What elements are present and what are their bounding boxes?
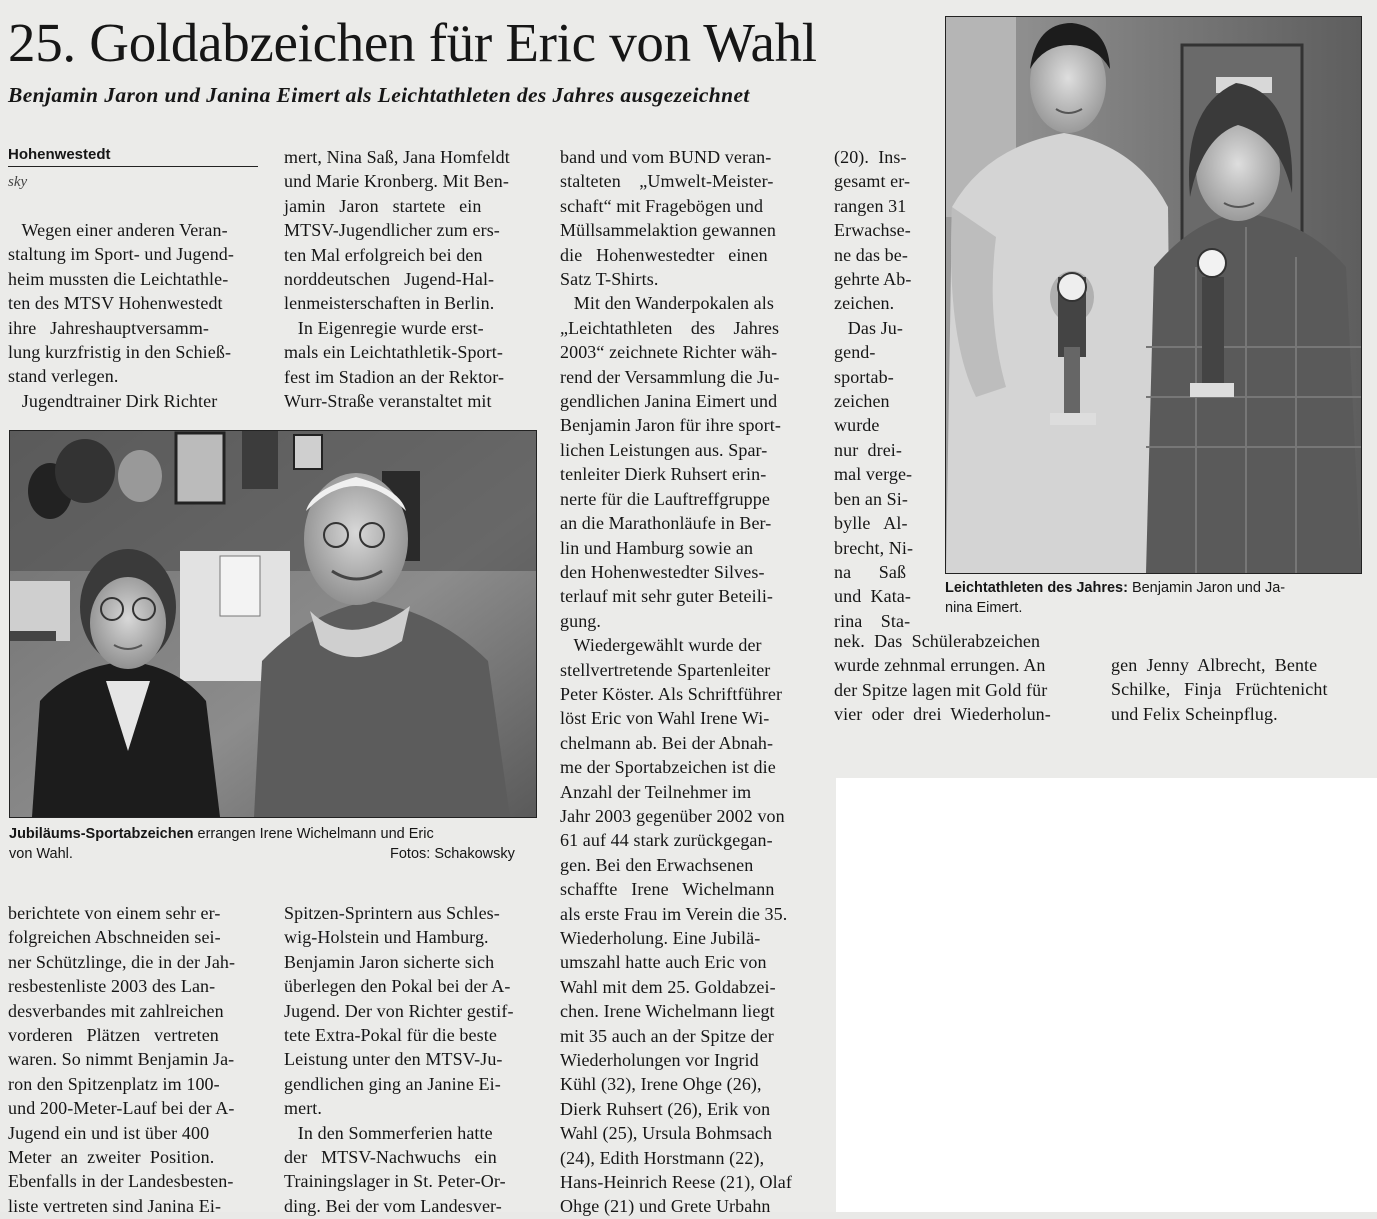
photo-athletes-image <box>946 17 1361 573</box>
column-3: band und vom BUND veran- stalteten „Umwelt-Meister- schaft“ mit Fragebögen und Müllsammelaktion gewannen die Hohenwestedter einen Satz T-Shirts. Mit den Wanderpokalen als „Leichtathleten des Jahres 2003“ zeichnete Richter wäh- rend der Versammlung die Ju- gendlichen Janina Eimert und Benjamin Jaron für ihre sport- lichen Leistungen aus. Spar- tenleiter Dierk Ruhsert erin- nerte für die Lauftreffgruppe an die Marathonläufe in Ber- lin und Hamburg sowie an den Hohenwestedter Silves- terlauf mit sehr guter Beteili- gung. Wiedergewählt wurde der stellvertretende Spartenleiter Peter Köster. Als Schriftführer löst Eric von Wahl Irene Wi- chelmann ab. Bei der Abnah- me der Sportabzeichen ist die Anzahl der Teilnehmer im Jahr 2003 gegenüber 2002 von 61 auf 44 stark zurückgegan- gen. Bei den Erwachsenen schaffte Irene Wichelmann als erste Frau im Verein die 35. Wiederholung. Eine Jubilä- umszahl hatte auch Eric von Wahl mit dem 25. Goldabzei- chen. Irene Wichelmann liegt mit 35 auch an der Spitze der Wiederholungen vor Ingrid Kühl (32), Irene Ohge (26), Dierk Ruhsert (26), Erik von Wahl (25), Ursula Bohmsach (24), Edith Horstmann (22), Hans-Heinrich Reese (21), Olaf Ohge (21) und Grete Urbahn <box>560 147 792 1217</box>
column-5: gen Jenny Albrecht, Bente Schilke, Finja Früchtenicht und Felix Scheinpflug. <box>1111 655 1328 724</box>
column-4-narrow: (20). Ins- gesamt er- rangen 31 Erwachse- ne das be- gehrte Ab- zeichen. Das Ju- gend- sportab- zeichen wurde nur drei- mal verge- ben an Si- bylle Al- brecht, Ni- na Saß und Kata- rina Sta- <box>834 147 914 631</box>
column-2-top: mert, Nina Saß, Jana Homfeldt und Marie Kronberg. Mit Ben- jamin Jaron startete ein MTSV-Jugendlicher zum ers- ten Mal erfolgreich bei den norddeutschen Jugend-Hal- lenmeisterschaften in Berlin. In Eigenregie wurde erst- mals ein Leichtathletik-Sport- fest im Stadion an der Rektor- Wurr-Straße veranstaltet mit <box>284 147 510 412</box>
photo-2-caption <box>945 578 1285 618</box>
column-4-wide: nek. Das Schülerabzeichen wurde zehnmal errungen. An der Spitze lagen mit Gold für vier oder drei Wiederholun- <box>834 631 1051 725</box>
author-initials: sky <box>8 174 28 190</box>
photo-1-caption-bold: Jubiläums-Sportabzeichen <box>9 826 194 842</box>
photo-credit: Fotos: Schakowsky <box>390 846 515 862</box>
photo-wichelmann-von-wahl <box>9 430 537 818</box>
photo-jaron-eimert <box>945 16 1362 574</box>
photo-2-caption-bold: Leichtathleten des Jahres: <box>945 580 1128 596</box>
blank-margin-area <box>836 778 1377 1212</box>
column-1-top: Wegen einer anderen Veran- staltung im Sport- und Jugend- heim mussten die Leichtathle- ten des MTSV Hohenwestedt ihre Jahreshauptversamm- lung kurzfristig in den Schieß- stand verlegen. Jugendtrainer Dirk Richter <box>8 220 234 411</box>
photo-2-caption-text: Benjamin Jaron und Ja- nina Eimert. <box>945 580 1286 616</box>
photo-1-caption-text: errangen Irene Wichelmann und Eric von Wahl. <box>9 826 434 862</box>
column-1-bottom: berichtete von einem sehr er- folgreichen Abschneiden sei- ner Schützlinge, die in der Jah- resbestenliste 2003 des Lan- desverbandes mit zahlreichen vorderen Plätzen vertreten waren. So nimmt Benjamin Ja- ron den Spitzenplatz im 100- und 200-Meter-Lauf bei der A- Jugend ein und ist über 400 Meter an zweiter Position. Ebenfalls in der Landesbesten- liste vertreten sind Janina Ei- <box>8 903 236 1216</box>
column-2-bottom: Spitzen-Sprintern aus Schles- wig-Holstein und Hamburg. Benjamin Jaron sicherte sich überlegen den Pokal bei der A- Jugend. Der von Richter gestif- tete Extra-Pokal für die beste Leistung unter den MTSV-Ju- gendlichen ging an Janine Ei- mert. In den Sommerferien hatte der MTSV-Nachwuchs ein Trainingslager in St. Peter-Or- ding. Bei der vom Landesver- <box>284 903 514 1216</box>
headline: 25. Goldabzeichen für Eric von Wahl <box>8 12 817 73</box>
photo-seniors-image <box>10 431 536 817</box>
dateline: Hohenwestedt <box>8 145 258 167</box>
photo-1-caption <box>9 824 434 864</box>
subheadline: Benjamin Jaron und Janina Eimert als Leichtathleten des Jahres ausgezeichnet <box>8 83 750 107</box>
